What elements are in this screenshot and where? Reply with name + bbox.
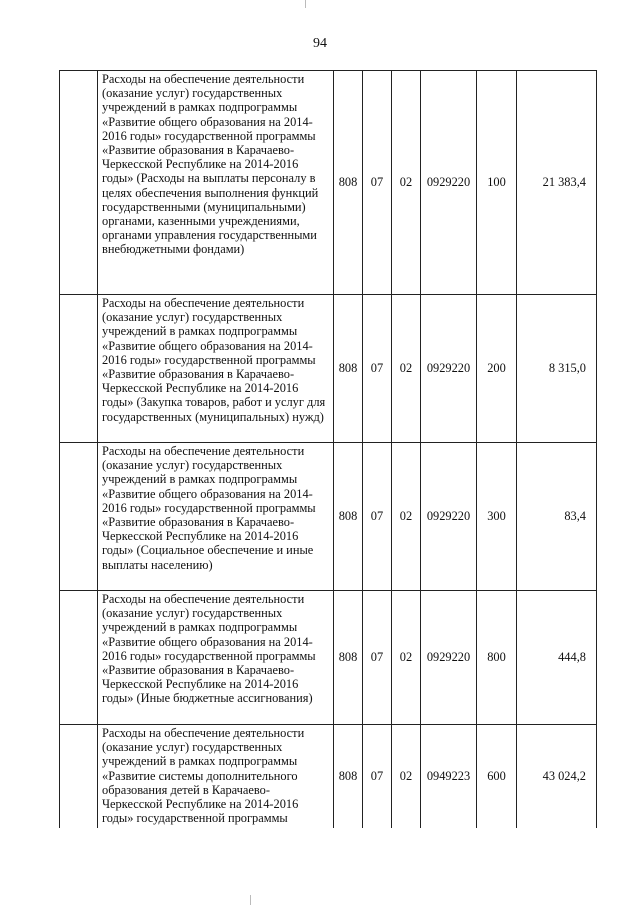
ministry-code: 808 xyxy=(334,71,363,295)
expense-type-code: 300 xyxy=(477,443,517,591)
ministry-code: 808 xyxy=(334,443,363,591)
target-item-code: 0929220 xyxy=(421,71,477,295)
ministry-code: 808 xyxy=(334,295,363,443)
table-row xyxy=(60,591,597,725)
amount-value: 43 024,2 xyxy=(517,725,597,828)
scan-artifact-line xyxy=(305,0,306,8)
table-row xyxy=(60,443,597,591)
ministry-code: 808 xyxy=(334,591,363,725)
section-code: 07 xyxy=(363,591,392,725)
target-item-code: 0929220 xyxy=(421,443,477,591)
subsection-code: 02 xyxy=(392,725,421,828)
subsection-code: 02 xyxy=(392,71,421,295)
amount-value: 83,4 xyxy=(517,443,597,591)
blank-cell xyxy=(60,591,98,725)
amount-value: 444,8 xyxy=(517,591,597,725)
expense-type-code: 100 xyxy=(477,71,517,295)
expense-description: Расходы на обеспечение деятельности (оказание услуг) государственных учреждений в рамках подпрограммы «Развитие общего образования на 2014-2016 годы» государственной программы «Развитие образования в Карачаево-Черкесской Республике на 2014-2016 годы» (Социальное обеспечение и иные выплаты населению) xyxy=(98,443,334,591)
budget-expenditure-table xyxy=(59,70,597,828)
section-code: 07 xyxy=(363,443,392,591)
expense-description: Расходы на обеспечение деятельности (оказание услуг) государственных учреждений в рамках подпрограммы «Развитие общего образования на 2014-2016 годы» государственной программы «Развитие образования в Карачаево-Черкесской Республике на 2014-2016 годы» (Расходы на выплаты персоналу в целях обеспечения выполнения функций государственными (муниципальными) органами, казенными учреждениями, органами управления государственными внебюджетными фондами) xyxy=(98,71,334,295)
scan-artifact-line xyxy=(250,895,251,905)
table-row xyxy=(60,725,597,828)
target-item-code: 0949223 xyxy=(421,725,477,828)
table-row xyxy=(60,71,597,295)
blank-cell xyxy=(60,295,98,443)
section-code: 07 xyxy=(363,725,392,828)
amount-value: 8 315,0 xyxy=(517,295,597,443)
expense-type-code: 600 xyxy=(477,725,517,828)
subsection-code: 02 xyxy=(392,443,421,591)
expense-description: Расходы на обеспечение деятельности (оказание услуг) государственных учреждений в рамках подпрограммы «Развитие системы дополнительного образования детей в Карачаево-Черкесской Республике на 2014-2016 годы» государственной программы xyxy=(98,725,334,828)
subsection-code: 02 xyxy=(392,591,421,725)
subsection-code: 02 xyxy=(392,295,421,443)
expense-description: Расходы на обеспечение деятельности (оказание услуг) государственных учреждений в рамках подпрограммы «Развитие общего образования на 2014-2016 годы» государственной программы «Развитие образования в Карачаево-Черкесской Республике на 2014-2016 годы» (Закупка товаров, работ и услуг для государственных (муниципальных) нужд) xyxy=(98,295,334,443)
amount-value: 21 383,4 xyxy=(517,71,597,295)
expense-description: Расходы на обеспечение деятельности (оказание услуг) государственных учреждений в рамках подпрограммы «Развитие общего образования на 2014-2016 годы» государственной программы «Развитие образования в Карачаево-Черкесской Республике на 2014-2016 годы» (Иные бюджетные ассигнования) xyxy=(98,591,334,725)
expense-type-code: 800 xyxy=(477,591,517,725)
page-number: 94 xyxy=(313,36,327,51)
blank-cell xyxy=(60,725,98,828)
section-code: 07 xyxy=(363,295,392,443)
blank-cell xyxy=(60,71,98,295)
table-row xyxy=(60,295,597,443)
expense-type-code: 200 xyxy=(477,295,517,443)
blank-cell xyxy=(60,443,98,591)
ministry-code: 808 xyxy=(334,725,363,828)
target-item-code: 0929220 xyxy=(421,295,477,443)
target-item-code: 0929220 xyxy=(421,591,477,725)
section-code: 07 xyxy=(363,71,392,295)
